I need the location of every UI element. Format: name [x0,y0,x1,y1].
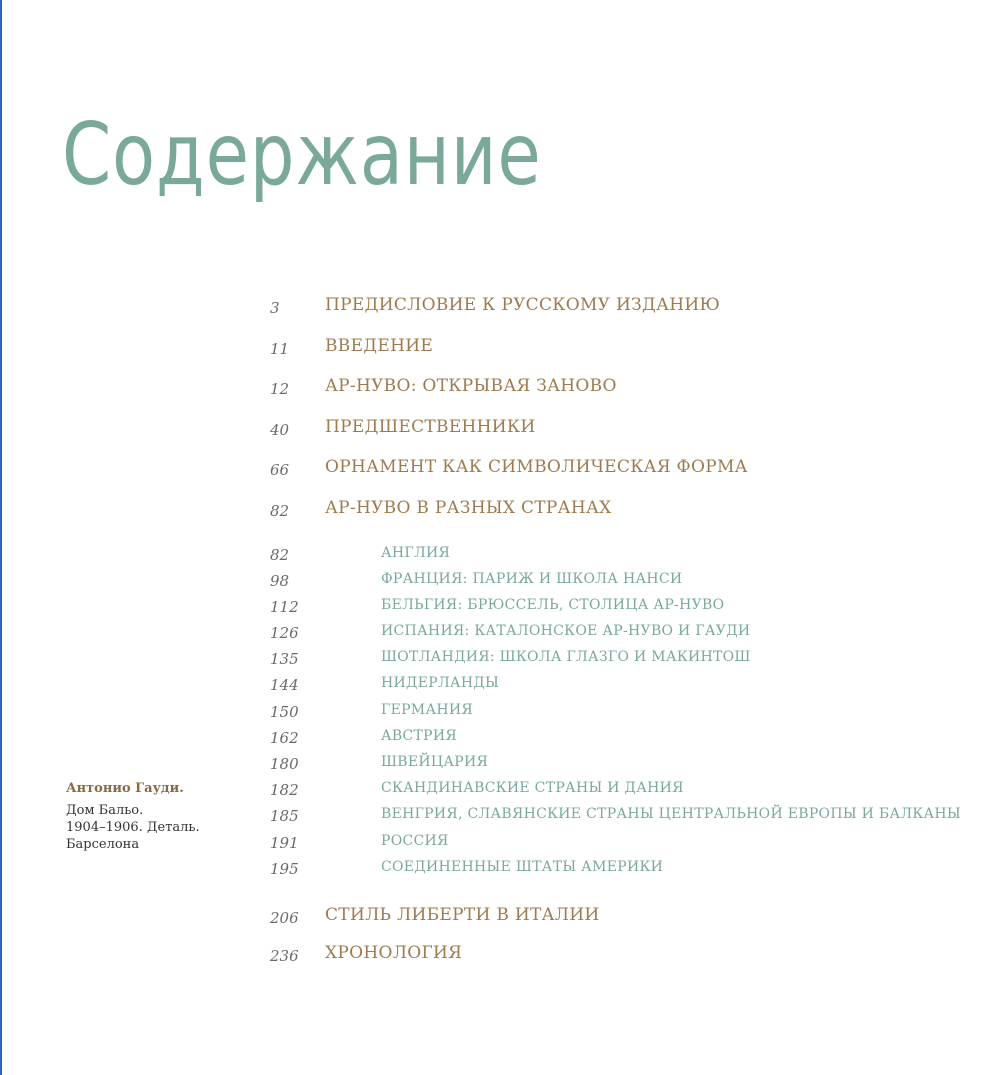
toc-main-entry[interactable] [0,417,1000,441]
toc-entry-label: ВВЕДЕНИЕ [325,336,434,356]
toc-page-number: 206 [270,909,299,927]
toc-page-number: 182 [270,781,299,799]
toc-sub-entry[interactable] [0,727,1000,751]
toc-sub-entry[interactable] [0,544,1000,568]
toc-page-number: 82 [270,546,290,564]
toc-page-number: 112 [270,598,299,616]
toc-page-number: 191 [270,834,299,852]
toc-sub-entry[interactable] [0,570,1000,594]
toc-entry-label: АР-НУВО: ОТКРЫВАЯ ЗАНОВО [325,376,617,396]
toc-page-number: 162 [270,729,299,747]
toc-page-number: 236 [270,947,299,965]
toc-entry-label: СОЕДИНЕННЫЕ ШТАТЫ АМЕРИКИ [381,859,664,875]
toc-main-entry[interactable] [0,336,1000,360]
caption-line: Барселона [66,837,140,852]
toc-entry-label: ПРЕДИСЛОВИЕ К РУССКОМУ ИЗДАНИЮ [325,295,721,315]
toc-main-entry[interactable] [0,943,1000,967]
toc-main-entry[interactable] [0,905,1000,929]
toc-main-entry[interactable] [0,457,1000,481]
toc-page-number: 144 [270,676,299,694]
page-title: Содержание [62,105,542,205]
toc-main-entry[interactable] [0,376,1000,400]
image-caption [66,780,246,853]
toc-page-number: 98 [270,572,290,590]
toc-entry-label: ВЕНГРИЯ, СЛАВЯНСКИЕ СТРАНЫ ЦЕНТРАЛЬНОЙ ЕВРОПЫ И БАЛКАНЫ [381,806,962,822]
toc-entry-label: ПРЕДШЕСТВЕННИКИ [325,417,536,437]
toc-page-number: 66 [270,461,290,479]
toc-sub-entry[interactable] [0,753,1000,777]
toc-entry-label: ГЕРМАНИЯ [381,702,473,718]
toc-page-number: 3 [270,299,280,317]
toc-entry-label: ФРАНЦИЯ: ПАРИЖ И ШКОЛА НАНСИ [381,571,683,587]
toc-entry-label: СТИЛЬ ЛИБЕРТИ В ИТАЛИИ [325,905,600,925]
toc-sub-entry[interactable] [0,701,1000,725]
toc-entry-label: ШВЕЙЦАРИЯ [381,754,489,770]
toc-entry-label: АНГЛИЯ [381,545,451,561]
toc-page-number: 82 [270,502,290,520]
toc-sub-entry[interactable] [0,648,1000,672]
caption-title: Антонио Гауди. [66,781,184,796]
toc-entry-label: АВСТРИЯ [381,728,457,744]
toc-entry-label: СКАНДИНАВСКИЕ СТРАНЫ И ДАНИЯ [381,780,684,796]
toc-entry-label: ОРНАМЕНТ КАК СИМВОЛИЧЕСКАЯ ФОРМА [325,457,748,477]
toc-main-entry[interactable] [0,295,1000,319]
toc-entry-label: НИДЕРЛАНДЫ [381,675,500,691]
caption-line: Дом Бальо. [66,803,144,818]
toc-entry-label: ХРОНОЛОГИЯ [325,943,463,963]
toc-entry-label: ШОТЛАНДИЯ: ШКОЛА ГЛАЗГО И МАКИНТОШ [381,649,751,665]
toc-page-number: 150 [270,703,299,721]
toc-page-number: 126 [270,624,299,642]
toc-sub-entry[interactable] [0,622,1000,646]
toc-sub-entry[interactable] [0,596,1000,620]
toc-sub-entry[interactable] [0,858,1000,882]
toc-page-number: 180 [270,755,299,773]
toc-entry-label: БЕЛЬГИЯ: БРЮССЕЛЬ, СТОЛИЦА АР-НУВО [381,597,725,613]
toc-entry-label: РОССИЯ [381,833,449,849]
toc-page-number: 185 [270,807,299,825]
toc-page-number: 12 [270,380,290,398]
toc-page-number: 11 [270,340,290,358]
toc-page-number: 195 [270,860,299,878]
caption-line: 1904–1906. Деталь. [66,820,200,835]
toc-sub-entry[interactable] [0,674,1000,698]
toc-page-number: 40 [270,421,290,439]
toc-page-number: 135 [270,650,299,668]
toc-entry-label: АР-НУВО В РАЗНЫХ СТРАНАХ [325,498,612,518]
toc-main-entry[interactable] [0,498,1000,522]
toc-entry-label: ИСПАНИЯ: КАТАЛОНСКОЕ АР-НУВО И ГАУДИ [381,623,751,639]
